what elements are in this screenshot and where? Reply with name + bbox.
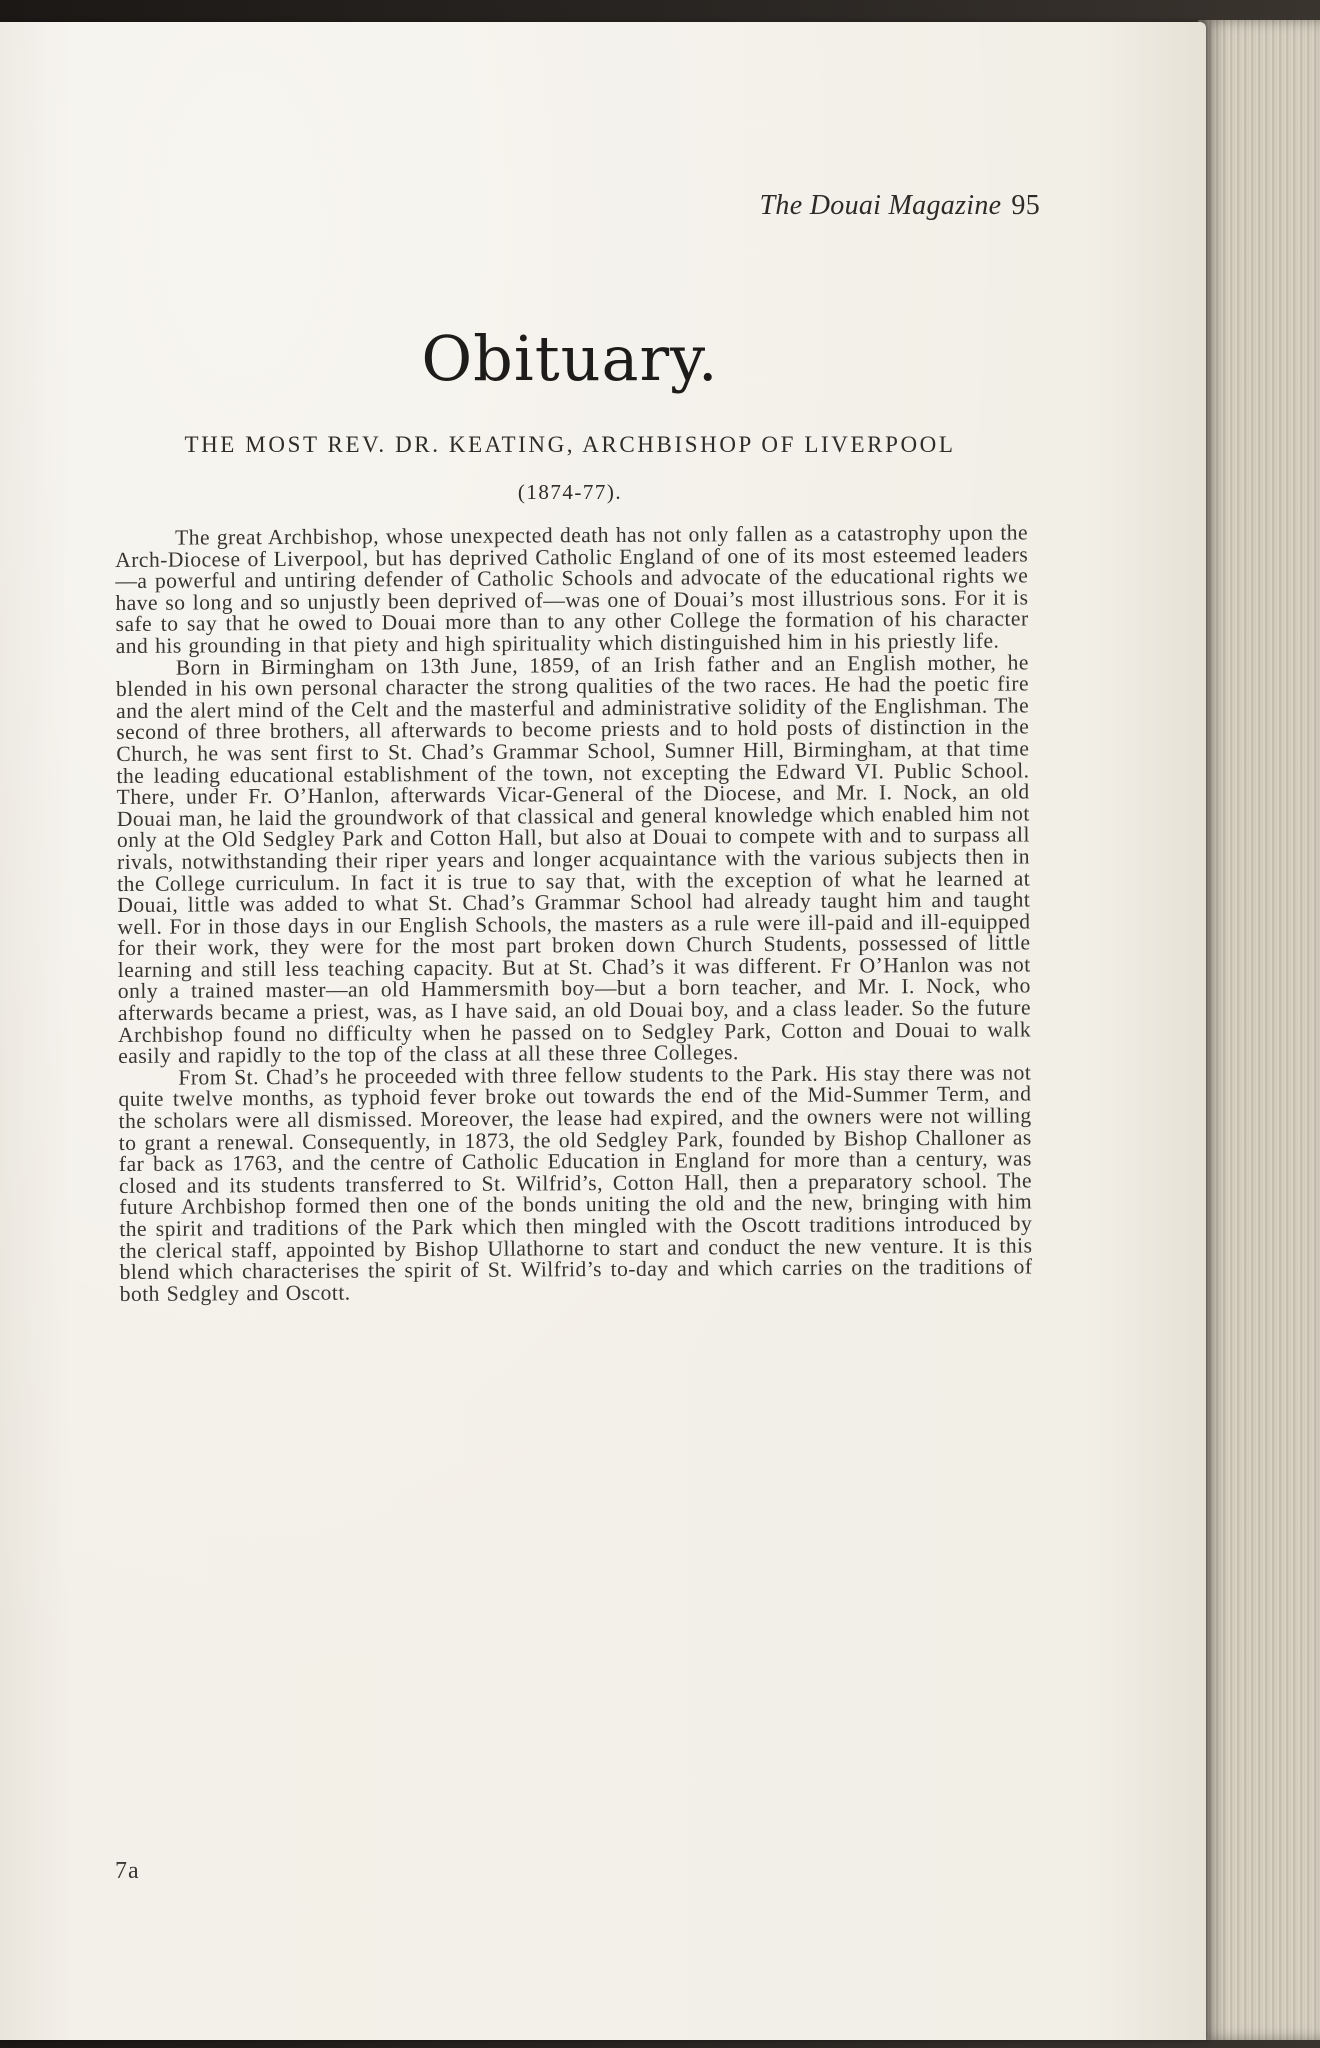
magazine-title: The Douai Magazine <box>759 190 1002 221</box>
page-title: Obituary. <box>421 322 719 395</box>
signature-mark: 7a <box>115 1858 140 1884</box>
article-body <box>115 522 1033 1305</box>
paragraph-3: From St. Chad’s he proceeded with three fellow students to the Park. His stay there was not quite twelve months, as typhoid fever broke out towards the end of the Mid-Summer Term, and the scholars were all dismissed. Moreover, the lease had expired, and the owners were not willing to grant a renewal. Consequently, in 1873, the old Sedgley Park, founded by Bishop Challoner as far back as 1763, and the centre of Catholic Education in England for more than a century, was closed and its students transferred to St. Wilfrid’s, Cotton Hall, then a preparatory school. The future Archbishop formed then one of the bonds uniting the old and the new, bringing with him the spirit and traditions of the Park which then mingled with the Oscott traditions introduced by the clerical staff, appointed by Bishop Ullathorne to start and conduct the new venture. It is this blend which characterises the spirit of St. Wilfrid’s to-day and which carries on the traditions of both Sedgley and Oscott. <box>118 1060 1033 1306</box>
paragraph-2: Born in Birmingham on 13th June, 1859, of an Irish father and an English mother, he blended in his own personal character the strong qualities of the two races. He had the poetic fire and the alert mind of the Celt and the masterful and administrative solidity of the Englishman. The second of three brothers, all afterwards to become priests and to hold posts of distinction in the Church, he was sent first to St. Chad’s Grammar School, Sumner Hill, Birmingham, at that time the leading educational establishment of the town, not excepting the Edward VI. Public School. There, under Fr. O’Hanlon, afterwards Vicar-General of the Diocese, and Mr. I. Nock, an old Douai man, he laid the groundwork of that classical and general knowledge which enabled him not only at the Old Sedgley Park and Cotton Hall, but also at Douai to compete with and to surpass all rivals, notwithstanding their riper years and longer acquaintance with the various subjects then in the College curriculum. In fact it is true to say that, with the exception of what he learned at Douai, little was added to what St. Chad’s Grammar School had already taught him and taught well. For in those days in our English Schools, the masters as a rule were ill-paid and ill-equipped for their work, they were for the most part broken down Church Students, possessed of little learning and still less teaching capacity. But at St. Chad’s it was different. Fr O’Hanlon was not only a trained master—an old Hammersmith boy—but a born teacher, and Mr. I. Nock, who afterwards became a priest, was, as I have said, an old Douai boy, and a class leader. So the future Archbishop found no difficulty when he passed on to Sedgley Park, Cotton and Douai to walk easily and rapidly to the top of the class at all these three Colleges. <box>115 649 1032 1069</box>
book-page <box>0 22 1206 2040</box>
obituary-dates: (1874-77). <box>517 480 623 504</box>
running-head <box>620 190 1040 222</box>
obituary-subject: THE MOST REV. DR. KEATING, ARCHBISHOP OF LIVERPOOL <box>184 432 956 457</box>
paragraph-1: The great Archbishop, whose unexpected death has not only fallen as a catastrophy upon the Arch-Diocese of Liverpool, but has deprived Catholic England of one of its most esteemed leaders—a powerful and untiring defender of Catholic Schools and advocate of the educational rights we have so long and so unjustly been deprived of—was one of Douai’s most illustrious sons. For it is safe to say that he owed to Douai more than to any other College the formation of his character and his grounding in that piety and high spirituality which distinguished him in his priestly life. <box>115 520 1029 658</box>
page-number: 95 <box>1011 190 1040 221</box>
